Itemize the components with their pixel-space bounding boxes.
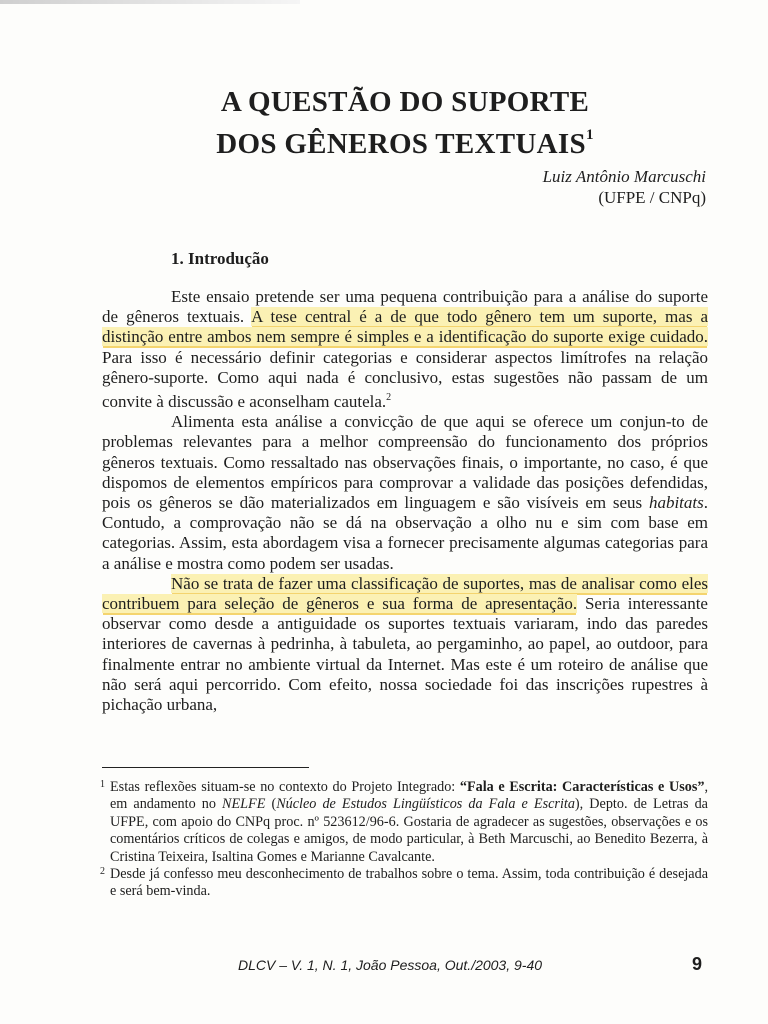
fn1-acronym: NELFE [222, 796, 266, 813]
page-number: 9 [692, 954, 703, 974]
paragraph-3 [102, 574, 708, 715]
p3-highlighted-text: Não se trata de fazer uma classificação de suportes, mas de analisar como eles contribuem para seleção de gêneros e sua forma de apresentação. [102, 573, 708, 614]
paragraph-2 [102, 412, 708, 574]
p2-text-a: Alimenta esta análise a convicção de que aqui se oferece um conjun-to de problemas relevantes para a melhor compreensão do funcionamento dos próprios gêneros textuais. Como ressaltado nas observações finais, o importante, no caso, é que dispomos de elementos empíricos para comprovar a validade das posições defendidas, pois os gêneros se dão materializados em linguagem e são visíveis em seus [102, 412, 708, 513]
paragraph-1 [102, 287, 708, 412]
section-heading: 1. Introdução [171, 249, 269, 268]
fn1-text-d: ), Depto. de Letras da UFPE, com apoio do CNPq proc. nº 523612/96-6. Gostaria de agradecer as sugestões, observações e os comentários críticos de colegas e amigos, de modo particular, à Beth Marcuschi, ao Benedito Bezerra, à Cristina Teixeira, Isaltina Gomes e Marianne Cavalcante. [110, 796, 708, 865]
article-title [0, 86, 768, 161]
p2-text-b: . Contudo, a comprovação não se dá na observação a olho nu e sim com base em categorias. Assim, esta abordagem visa a fornecer precisamente algumas categorias para a análise e mostra como podem ser usadas. [102, 493, 708, 573]
scan-edge-mark [0, 0, 300, 4]
fn1-center-name: Núcleo de Estudos Lingüísticos da Fala e Escrita [276, 796, 575, 813]
fn1-project-title: “Fala e Escrita: Características e Usos” [459, 779, 705, 795]
p2-emphasis: habitats [648, 493, 704, 513]
fn1-text-c: ( [265, 796, 277, 813]
p1-text-a: Este ensaio pretende ser uma pequena contribuição para a análise do suporte de gêneros textuais. [102, 287, 708, 327]
fn1-text-b: , em andamento no [110, 779, 708, 813]
title-line-2 [0, 119, 768, 161]
title-footnote-ref[interactable]: 1 [585, 127, 594, 143]
p1-footnote-ref[interactable]: 2 [386, 392, 392, 404]
fn1-text-a: Estas reflexões situam-se no contexto do Projeto Integrado: [110, 779, 460, 795]
p3-text-b: Seria interessante observar como desde a antiguidade os suportes textuais variaram, indo das paredes interiores de cavernas à pedrinha, à tabuleta, ao pergaminho, ao papel, ao outdoor, para finalmente entrar no ambiente virtual da Internet. Mas este é um roteiro de análise que não será aqui percorrido. Com efeito, nossa sociedade foi das inscrições rupestres à pichação urbana, [102, 594, 708, 715]
journal-citation: DLCV – V. 1, N. 1, João Pessoa, Out./2003, 9-40 [238, 957, 543, 973]
p1-text-b: Para isso é necessário definir categorias e considerar aspectos limítrofes na relação gênero-suporte. Como aqui nada é conclusivo, estas sugestões não passam de um convite à discussão e aconselham cautela. [102, 347, 708, 412]
footnote-separator [102, 767, 309, 768]
footnote-1 [100, 779, 708, 866]
author-block [543, 166, 706, 208]
author-name: Luiz Antônio Marcuschi [542, 167, 706, 186]
footnotes [100, 779, 708, 901]
footnote-2 [100, 866, 708, 901]
article-body [102, 287, 708, 715]
title-line-2-text: DOS GÊNEROS TEXTUAIS [216, 128, 586, 160]
footnote-2-mark: 2 [100, 866, 105, 878]
fn2-text: Desde já confesso meu desconhecimento de trabalhos sobre o tema. Assim, toda contribuição é desejada e será bem-vinda. [110, 866, 708, 900]
footnote-1-mark: 1 [100, 779, 105, 790]
p1-highlighted-text: A tese central é a de que todo gênero tem um suporte, mas a distinção entre ambos nem sempre é simples e a identificação do suporte exige cuidado. [102, 307, 708, 347]
title-line-1: A QUESTÃO DO SUPORTE [220, 86, 590, 118]
author-affiliation: (UFPE / CNPq) [598, 188, 706, 207]
